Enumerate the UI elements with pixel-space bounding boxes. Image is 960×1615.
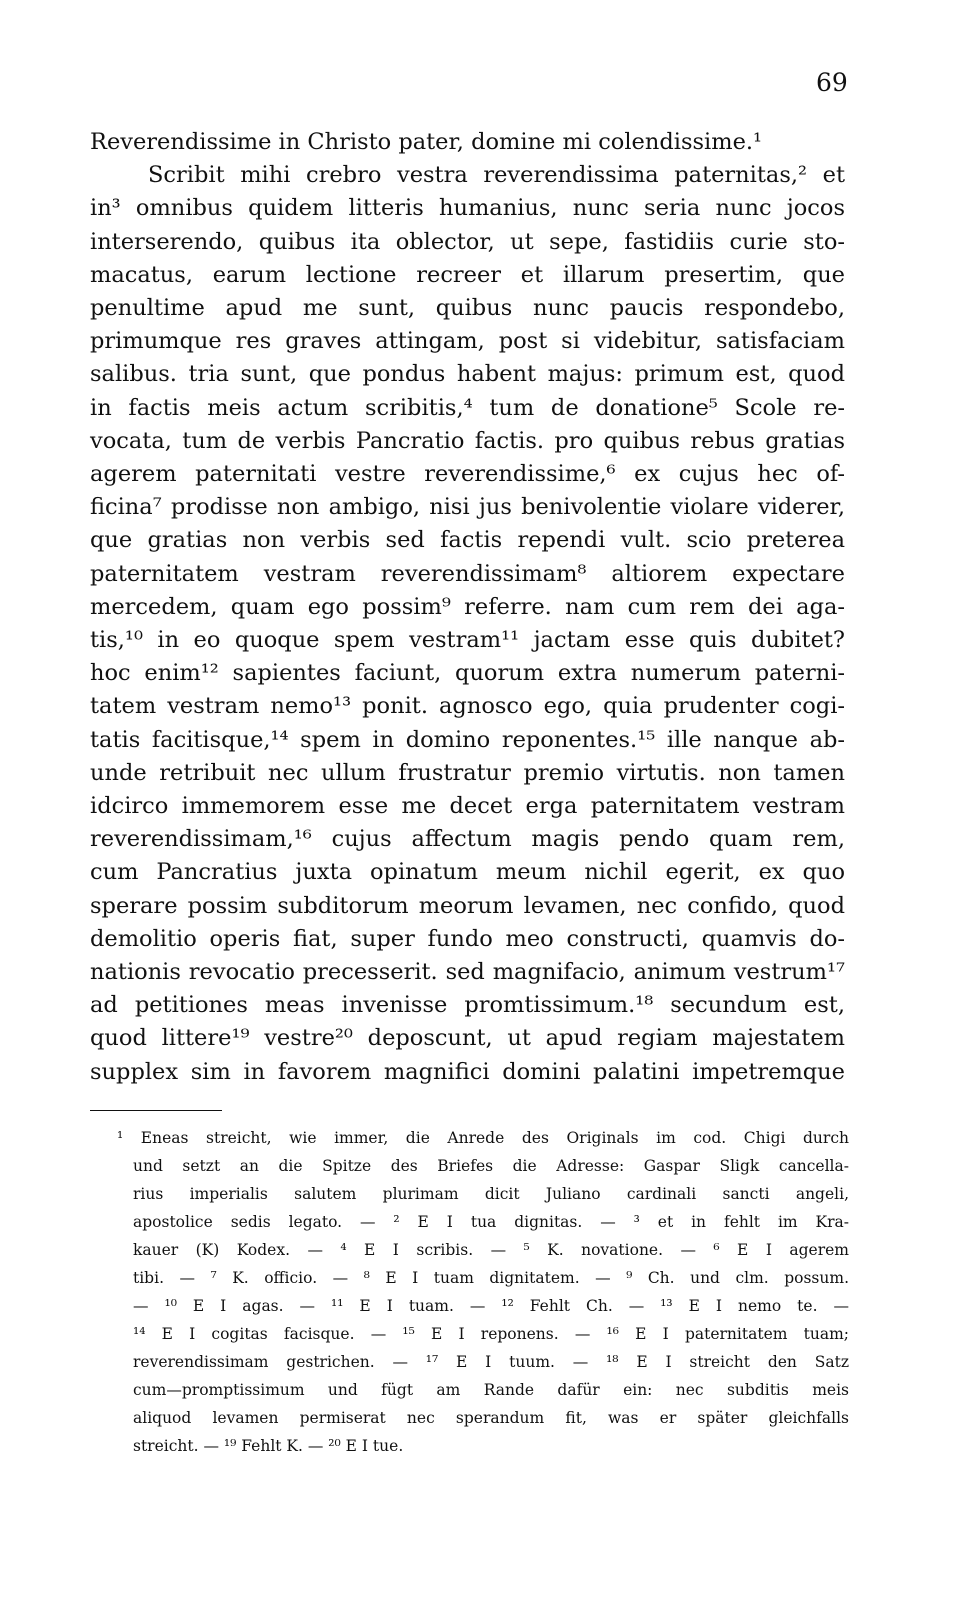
text-line: sperare possim subditorum meorum levamen, nec confido, quod bbox=[90, 892, 845, 919]
footnote-line: ¹ Eneas streicht, wie immer, die Anrede des Originals im cod. Chigi durch bbox=[117, 1129, 849, 1147]
text-line: que gratias non verbis sed factis rependi vult. scio preterea bbox=[90, 527, 845, 554]
text-line: hoc enim¹² sapientes faciunt, quorum extra numerum paterni- bbox=[90, 660, 845, 687]
text-line: unde retribuit nec ullum frustratur premio virtutis. non tamen bbox=[90, 759, 845, 786]
footnote-line: tibi. — ⁷ K. officio. — ⁸ E I tuam dignitatem. — ⁹ Ch. und clm. possum. bbox=[133, 1269, 849, 1287]
footnote-divider bbox=[90, 1110, 222, 1111]
text-line: mercedem, quam ego possim⁹ referre. nam cum rem dei aga- bbox=[90, 593, 845, 620]
letter-body bbox=[90, 126, 845, 1089]
text-line: vocata, tum de verbis Pancratio factis. pro quibus rebus gratias bbox=[90, 427, 845, 454]
footnote-line: kauer (K) Kodex. — ⁴ E I scribis. — ⁵ K. novatione. — ⁶ E I agerem bbox=[133, 1241, 849, 1259]
text-line: salibus. tria sunt, que pondus habent majus: primum est, quod bbox=[90, 361, 845, 388]
footnote-line: ¹⁴ E I cogitas facisque. — ¹⁵ E I reponens. — ¹⁶ E I paternitatem tuam; bbox=[133, 1325, 849, 1343]
text-line: interserendo, quibus ita oblector, ut sepe, fastidiis curie sto- bbox=[90, 228, 845, 255]
text-line: ficina⁷ prodisse non ambigo, nisi jus benivolentie violare viderer, bbox=[90, 494, 845, 521]
text-line: quod littere¹⁹ vestre²⁰ deposcunt, ut apud regiam majestatem bbox=[90, 1025, 845, 1052]
footnote-line: aliquod levamen permiserat nec sperandum fit, was er später gleichfalls bbox=[133, 1409, 849, 1427]
footnote-line: apostolice sedis legato. — ² E I tua dignitas. — ³ et in fehlt im Kra- bbox=[133, 1213, 849, 1231]
text-line: tatis facitisque,¹⁴ spem in domino reponentes.¹⁵ ille nanque ab- bbox=[90, 726, 845, 753]
footnote-line: reverendissimam gestrichen. — ¹⁷ E I tuum. — ¹⁸ E I streicht den Satz bbox=[133, 1353, 849, 1371]
text-line: reverendissimam,¹⁶ cujus affectum magis pendo quam rem, bbox=[90, 826, 845, 853]
text-line: nationis revocatio precesserit. sed magnifacio, animum vestrum¹⁷ bbox=[90, 959, 845, 986]
text-line: in factis meis actum scribitis,⁴ tum de donatione⁵ Scole re- bbox=[90, 394, 845, 421]
footnote-line: rius imperialis salutem plurimam dicit Juliano cardinali sancti angeli, bbox=[133, 1185, 849, 1203]
text-line: supplex sim in favorem magnifici domini palatini impetremque bbox=[90, 1058, 845, 1085]
text-line: idcirco immemorem esse me decet erga paternitatem vestram bbox=[90, 793, 845, 820]
text-line: tis,¹⁰ in eo quoque spem vestram¹¹ jactam esse quis dubitet? bbox=[90, 627, 845, 654]
text-line: paternitatem vestram reverendissimam⁸ altiorem expectare bbox=[90, 560, 845, 587]
text-line: penultime apud me sunt, quibus nunc paucis respondebo, bbox=[90, 295, 845, 322]
text-line: tatem vestram nemo¹³ ponit. agnosco ego, quia prudenter cogi- bbox=[90, 693, 845, 720]
text-line: ad petitiones meas invenisse promtissimum.¹⁸ secundum est, bbox=[90, 992, 845, 1019]
text-line: demolitio operis fiat, super fundo meo constructi, quamvis do- bbox=[90, 925, 845, 952]
text-line: Scribit mihi crebro vestra reverendissima paternitas,² et bbox=[148, 162, 845, 189]
page-number: 69 bbox=[816, 68, 848, 97]
footnote-line: cum—promptissimum und fügt am Rande dafür ein: nec subditis meis bbox=[133, 1381, 849, 1399]
text-line: agerem paternitati vestre reverendissime,⁶ ex cujus hec of- bbox=[90, 461, 845, 488]
footnote-line: — ¹⁰ E I agas. — ¹¹ E I tuam. — ¹² Fehlt Ch. — ¹³ E I nemo te. — bbox=[133, 1297, 849, 1315]
footnote-line: und setzt an die Spitze des Briefes die Adresse: Gaspar Sligk cancella- bbox=[133, 1157, 849, 1175]
text-line: cum Pancratius juxta opinatum meum nichil egerit, ex quo bbox=[90, 859, 845, 886]
text-line: in³ omnibus quidem litteris humanius, nunc seria nunc jocos bbox=[90, 195, 845, 222]
text-line: primumque res graves attingam, post si videbitur, satisfaciam bbox=[90, 328, 845, 355]
footnotes bbox=[117, 1124, 849, 1460]
footnote-line: streicht. — ¹⁹ Fehlt K. — ²⁰ E I tue. bbox=[133, 1437, 404, 1455]
text-line: Reverendissime in Christo pater, domine mi colendissime.¹ bbox=[90, 129, 763, 155]
text-line: macatus, earum lectione recreer et illarum presertim, que bbox=[90, 261, 845, 288]
